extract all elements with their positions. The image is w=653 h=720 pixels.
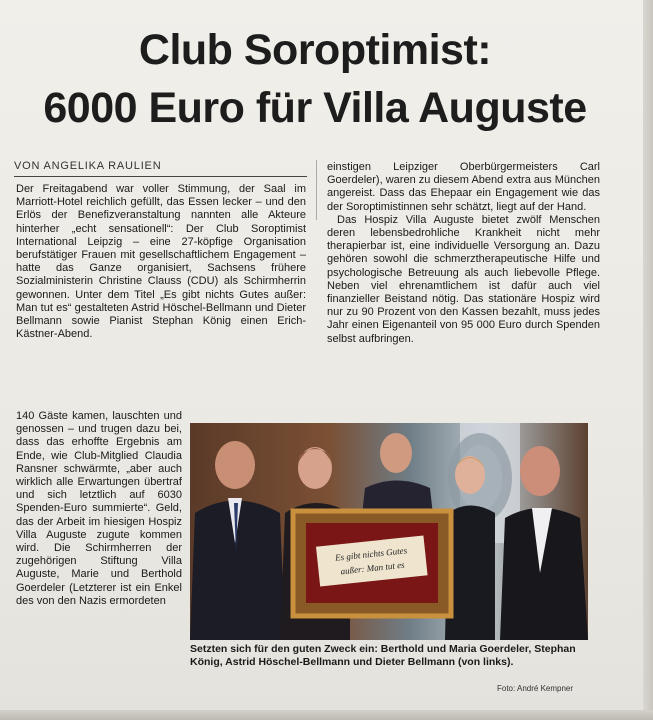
headline-line-1: Club Soroptimist:: [138, 26, 492, 74]
right-paragraph-1: einstigen Leipziger Oberbürgermeisters Carl Goerdeler), waren zu diesem Abend extra aus München angereist. Dass das Ehepaar ein Engagement wie das der Soroptimistinnen sehr schätzt, liegt auf der Hand.: [327, 161, 600, 213]
right-paragraph-2: Das Hospiz Villa Auguste bietet zwölf Menschen deren lebensbedrohliche Krankheit nicht mehr therapierbar ist, eine individuelle Versorgung an. Dazu gehören sowohl die schmerztherapeutische Hilfe und psychologische Betreuung als auch liebevolle Pflege. Neben viel ehrenamtlichem ist dafür auch viel finanzieller Beistand nötig. Das stationäre Hospiz wird nur zu 90 Prozent von den Kassen bezahlt, muss jedes Jahr einen Eigenanteil von 95 000 Euro durch Spenden selbst aufbringen.: [327, 213, 600, 345]
byline: VON ANGELIKA RAULIEN: [14, 160, 162, 172]
left-narrow-paragraph: 140 Gäste kamen, lauschten und genossen – und trugen dazu bei, dass das erhoffte Ergebnis am Ende, wie Club-Mitglied Claudia Ransner schwärmte, „aber auch wirklich alle Erwartungen übertraf und sich letztlich auf 6030 Spenden-Euro summierte“. Geld, das der Arbeit im hiesigen Hospiz Villa Auguste zugute kommen wird. Die Schirmherren der zugehörigen Stiftung Villa Auguste, Marie und Berthold Goerdeler (Letzterer ist ein Enkel des von den Nazis ermordeten: [16, 410, 182, 607]
photo-caption: Setzten sich für den guten Zweck ein: Berthold und Maria Goerdeler, Stephan König, Astrid Höschel-Bellmann und Dieter Bellmann (von links).: [190, 643, 576, 668]
article-photo: [190, 423, 588, 640]
left-paragraph-1: Der Freitagabend war voller Stimmung, der Saal im Marriott-Hotel reichlich gefüllt, das Essen lecker – und den Erlös der Benefizveranstaltung nannten alle Akteure hinterher „echt sensationell“: Der Club Soroptimist International Leipzig – eine 27-köpfige Organisation berufstätiger Frauen mit gesellschaftlichem Engagement – hatte das Ganze organisiert, Sachsens frühere Sozialministerin Christine Clauss (CDU) als Schirmherrin gewonnen. Unter dem Titel „Es gibt nichts Gutes außer: Man tut es“ gestalteten Astrid Höschel-Bellmann und Dieter Bellmann sowie Pianist Stephan König einen Erich-Kästner-Abend.: [16, 183, 306, 341]
group-photo-illustration: [190, 423, 588, 640]
sign-text-line-1: Es gibt nichts Gutes: [334, 545, 408, 563]
sign-text-line-2: außer: Man tut es: [340, 559, 405, 577]
right-column-text: [327, 161, 600, 415]
column-divider: [316, 160, 317, 220]
headline-line-2: 6000 Euro für Villa Auguste: [43, 84, 587, 132]
left-column-text: [16, 183, 306, 415]
byline-rule: [14, 176, 307, 177]
left-narrow-column-text: [16, 410, 182, 690]
photo-credit: Foto: André Kempner: [497, 684, 574, 693]
paper-edge-bottom: [0, 710, 653, 720]
paper-edge-right: [643, 0, 653, 720]
